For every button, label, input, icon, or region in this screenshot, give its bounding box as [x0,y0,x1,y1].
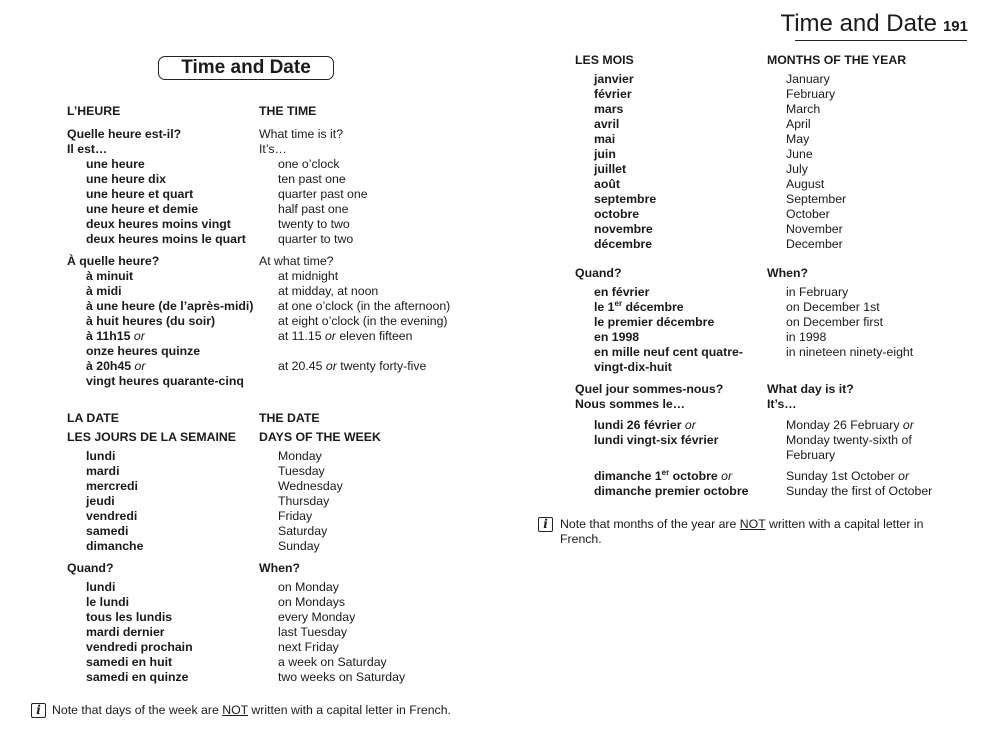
or-label: or [325,359,337,373]
list-item: une heure dix [86,172,166,186]
or-label: or [133,329,145,343]
ordinal-suffix: er [661,467,670,477]
note-text: Note that days of the week are [52,703,223,717]
list-item: mercredi [86,479,138,493]
list-item: en février [594,285,650,299]
heure-it-fr: Il est… [67,142,108,156]
list-item: mars [594,102,624,116]
list-item: on Monday [278,580,339,594]
date-heading-fr: LA DATE [67,411,119,425]
list-item: septembre [594,192,657,206]
time-11-15: at 11.15 [278,329,322,343]
date-example: Monday 26 February [786,418,900,432]
list-item: Saturday [278,524,328,538]
list-item [594,418,696,433]
date-example: Sunday 1st October [786,469,895,483]
date-first-b: décembre [622,300,684,314]
list-item: août [594,177,620,191]
list-item: avril [594,117,620,131]
list-item: vendredi [86,509,138,523]
list-item: September [786,192,847,206]
days-heading-en: DAYS OF THE WEEK [259,430,381,444]
list-item: at midnight [278,269,339,283]
list-item: lundi vingt-six février [594,433,719,447]
time-20h45: à 20h45 [86,359,132,373]
list-item: février [594,87,632,101]
list-item: on Mondays [278,595,345,609]
or-label: or [721,469,733,483]
list-item: Tuesday [278,464,325,478]
list-item: mardi dernier [86,625,165,639]
quelle-question-en: At what time? [259,254,334,268]
day-answer-fr: Nous sommes le… [575,397,686,411]
list-item [594,300,684,315]
list-item: octobre [594,207,640,221]
list-item: une heure [86,157,145,171]
list-item: quarter past one [278,187,368,201]
day-question-en: What day is it? [767,382,854,396]
list-item: à huit heures (du soir) [86,314,216,328]
heure-heading-en: THE TIME [259,104,317,118]
months-note [560,517,923,547]
list-item: à minuit [86,269,134,283]
months-heading-en: MONTHS OF THE YEAR [767,53,907,67]
list-item: Sunday the first of October [786,484,933,498]
list-item [786,418,914,433]
list-item: quarter to two [278,232,354,246]
date-heading-en: THE DATE [259,411,320,425]
list-item: December [786,237,843,251]
days-heading-fr: LES JOURS DE LA SEMAINE [67,430,236,444]
list-item: samedi en quinze [86,670,189,684]
list-item: in 1998 [786,330,827,344]
list-item: une heure et quart [86,187,194,201]
list-item: lundi [86,580,116,594]
list-item: le premier décembre [594,315,715,329]
list-item: dimanche [86,539,144,553]
heure-heading-fr: L’HEURE [67,104,121,118]
day-answer-en: It’s… [767,397,797,411]
list-item: Sunday [278,539,320,553]
note-text: written with a capital letter in French. [247,703,451,717]
list-item: February [786,87,836,101]
section-title: Time and Date [158,56,334,80]
note-emphasis: NOT [222,703,248,717]
running-head-rule [795,40,967,41]
list-item: July [786,162,808,176]
list-item: ten past one [278,172,346,186]
list-item: on December 1st [786,300,880,314]
heure-it-en: It’s… [259,142,287,156]
note-text: written with a capital letter in [765,517,924,531]
info-icon: i [538,517,553,532]
time-twenty-forty-five: twenty forty-five [340,359,427,373]
heure-question-en: What time is it? [259,127,344,141]
list-item: June [786,147,813,161]
list-item: every Monday [278,610,356,624]
page-number: 191 [942,18,968,35]
list-item: mardi [86,464,120,478]
quelle-question-fr: À quelle heure? [67,254,160,268]
list-item: November [786,222,843,236]
list-item: in February [786,285,849,299]
date-first-a: le 1 [594,300,615,314]
ordinal-suffix: er [614,298,623,308]
list-item: Monday twenty-sixth of [786,433,912,447]
list-item: lundi [86,449,116,463]
list-item: juin [594,147,616,161]
list-item [594,469,732,484]
list-item: samedi [86,524,129,538]
months-heading-fr: LES MOIS [575,53,634,67]
time-11h15: à 11h15 [86,329,131,343]
list-item: Monday [278,449,322,463]
list-item: twenty to two [278,217,350,231]
list-item: last Tuesday [278,625,348,639]
list-item: jeudi [86,494,115,508]
list-item: vendredi prochain [86,640,193,654]
list-item [86,359,145,374]
months-when-en: When? [767,266,808,280]
list-item: Thursday [278,494,330,508]
info-icon: i [31,703,46,718]
list-item: at midday, at noon [278,284,379,298]
months-when-fr: Quand? [575,266,622,280]
list-item: mai [594,132,616,146]
list-item: January [786,72,830,86]
list-item: deux heures moins le quart [86,232,246,246]
list-item: April [786,117,811,131]
list-item: on December first [786,315,884,329]
list-item: janvier [594,72,634,86]
list-item [86,329,145,344]
list-item: one o’clock [278,157,340,171]
or-label: or [324,329,336,343]
note-text: Note that months of the year are [560,517,740,531]
time-20-45: at 20.45 [278,359,323,373]
list-item: deux heures moins vingt [86,217,231,231]
day-question-fr: Quel jour sommes-nous? [575,382,724,396]
time-eleven-fifteen: eleven fifteen [339,329,413,343]
list-item: le lundi [86,595,130,609]
list-item: May [786,132,810,146]
or-label: or [134,359,146,373]
heure-question-fr: Quelle heure est-il? [67,127,182,141]
list-item: vingt heures quarante-cinq [86,374,244,388]
list-item: August [786,177,825,191]
list-item: dimanche premier octobre [594,484,749,498]
list-item: March [786,102,821,116]
list-item: vingt-dix-huit [594,360,672,374]
or-label: or [684,418,696,432]
or-label: or [898,469,910,483]
list-item [278,329,412,344]
list-item: une heure et demie [86,202,199,216]
days-note [52,703,451,718]
when-question-en: When? [259,561,300,575]
list-item: Wednesday [278,479,343,493]
note-text: French. [560,532,602,546]
list-item: two weeks on Saturday [278,670,406,684]
list-item: juillet [594,162,627,176]
list-item: next Friday [278,640,339,654]
list-item: en mille neuf cent quatre- [594,345,743,359]
list-item: tous les lundis [86,610,173,624]
note-emphasis: NOT [739,517,766,531]
list-item: en 1998 [594,330,640,344]
date-example: lundi 26 février [594,418,682,432]
date-example: dimanche 1 [594,469,662,483]
list-item: à midi [86,284,122,298]
list-item: décembre [594,237,653,251]
list-item: at eight o’clock (in the evening) [278,314,448,328]
running-head [780,10,968,38]
list-item: Friday [278,509,313,523]
list-item [278,359,426,374]
date-example: octobre [669,469,718,483]
list-item: at one o’clock (in the afternoon) [278,299,451,313]
when-question-fr: Quand? [67,561,114,575]
running-head-title: Time and Date [780,10,937,37]
list-item [786,469,909,484]
list-item: in nineteen ninety-eight [786,345,914,359]
list-item: novembre [594,222,653,236]
list-item: à une heure (de l’après-midi) [86,299,254,313]
list-item: half past one [278,202,349,216]
list-item: onze heures quinze [86,344,201,358]
list-item: a week on Saturday [278,655,387,669]
list-item: February [786,448,836,462]
list-item: samedi en huit [86,655,173,669]
or-label: or [902,418,914,432]
list-item: October [786,207,830,221]
